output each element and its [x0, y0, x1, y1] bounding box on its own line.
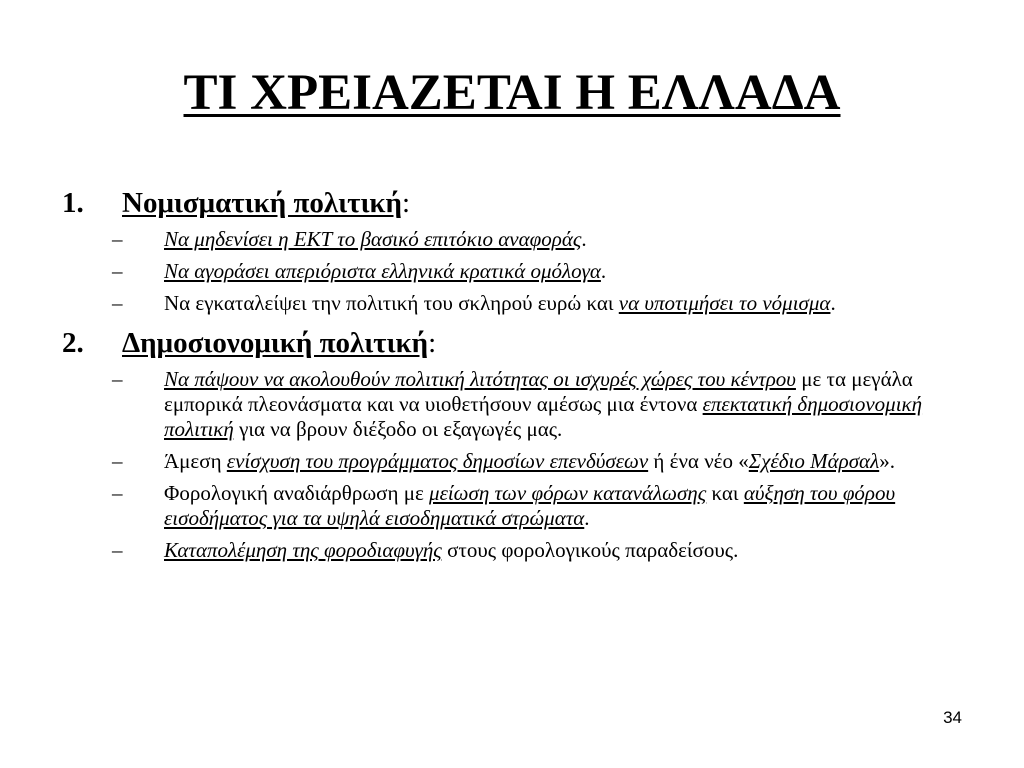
- bullet-list: [62, 367, 982, 563]
- bullet-item: [62, 259, 982, 284]
- emphasized-text: μείωση των φόρων κατανάλωσης: [429, 481, 707, 505]
- plain-text: Άμεση: [164, 449, 227, 473]
- emphasized-text: ενίσχυση του προγράμματος δημοσίων επενδύσεων: [226, 449, 649, 473]
- bullet-item: [62, 481, 982, 531]
- section-2: [62, 323, 982, 563]
- emphasized-text: Να μηδενίσει η ΕΚΤ το βασικό επιτόκιο αναφοράς: [164, 227, 582, 251]
- bullet-text: [164, 538, 944, 563]
- bullet-text: [164, 481, 944, 531]
- bullet-list: [62, 227, 982, 316]
- emphasized-text: Να πάψουν να ακολουθούν πολιτική λιτότητας οι ισχυρές χώρες του κέντρου: [164, 367, 796, 391]
- bullet-text: [164, 449, 944, 474]
- section-label: Δημοσιονομική πολιτική: [122, 327, 429, 359]
- dash-bullet-icon: –: [112, 227, 123, 251]
- plain-text: Να εγκαταλείψει την πολιτική του σκληρού ευρώ και: [164, 291, 619, 315]
- plain-text: .: [584, 506, 590, 530]
- plain-text: και: [706, 481, 744, 505]
- plain-text: .: [830, 291, 836, 315]
- emphasized-text: αύξηση του φόρου εισοδήματος για τα υψηλά εισοδηματικά στρώματα: [164, 481, 896, 530]
- slide-content: [62, 183, 982, 570]
- emphasized-text: Καταπολέμηση της φοροδιαφυγής: [164, 538, 442, 562]
- bullet-item: [62, 538, 982, 563]
- plain-text: .: [600, 259, 607, 283]
- section-number: 1.: [62, 187, 84, 219]
- section-label-colon: :: [428, 327, 437, 359]
- page-number: 34: [943, 708, 962, 727]
- dash-bullet-icon: –: [112, 538, 123, 562]
- bullet-item: [62, 227, 982, 252]
- emphasized-text: επεκτατική δημοσιονομική πολιτική: [164, 392, 923, 441]
- bullet-text: [164, 259, 944, 284]
- slide-title: ΤΙ ΧΡΕΙΑΖΕΤΑΙ Η ΕΛΛΑΔΑ: [183, 65, 841, 121]
- plain-text: Φορολογική αναδιάρθρωση με: [164, 481, 430, 505]
- section-1: [62, 183, 982, 316]
- bullet-item: [62, 367, 982, 442]
- dash-bullet-icon: –: [112, 259, 123, 283]
- section-number: 2.: [62, 327, 84, 359]
- plain-text: με τα μεγάλα εμπορικά πλεονάσματα και να υιοθετήσουν αμέσως μια έντονα: [164, 367, 913, 416]
- plain-text: για να βρουν διέξοδο οι εξαγωγές μας.: [233, 417, 563, 441]
- section-label: Νομισματική πολιτική: [122, 187, 403, 219]
- dash-bullet-icon: –: [112, 481, 123, 505]
- plain-text: .: [581, 227, 587, 251]
- emphasized-text: Σχέδιο Μάρσαλ: [748, 449, 880, 473]
- section-heading: [62, 183, 982, 223]
- bullet-text: [164, 367, 944, 442]
- emphasized-text: να υποτιμήσει το νόμισμα: [618, 291, 831, 315]
- bullet-item: [62, 449, 982, 474]
- section-label-colon: :: [402, 187, 411, 219]
- bullet-text: [164, 291, 944, 316]
- bullet-text: [164, 227, 944, 252]
- dash-bullet-icon: –: [112, 367, 123, 391]
- plain-text: ».: [879, 449, 895, 473]
- dash-bullet-icon: –: [112, 449, 123, 473]
- emphasized-text: Να αγοράσει απεριόριστα ελληνικά κρατικά ομόλογα: [164, 259, 601, 283]
- section-heading: [62, 323, 982, 363]
- bullet-item: [62, 291, 982, 316]
- dash-bullet-icon: –: [112, 291, 123, 315]
- plain-text: ή ένα νέο «: [648, 449, 749, 473]
- plain-text: στους φορολογικούς παραδείσους.: [441, 538, 739, 562]
